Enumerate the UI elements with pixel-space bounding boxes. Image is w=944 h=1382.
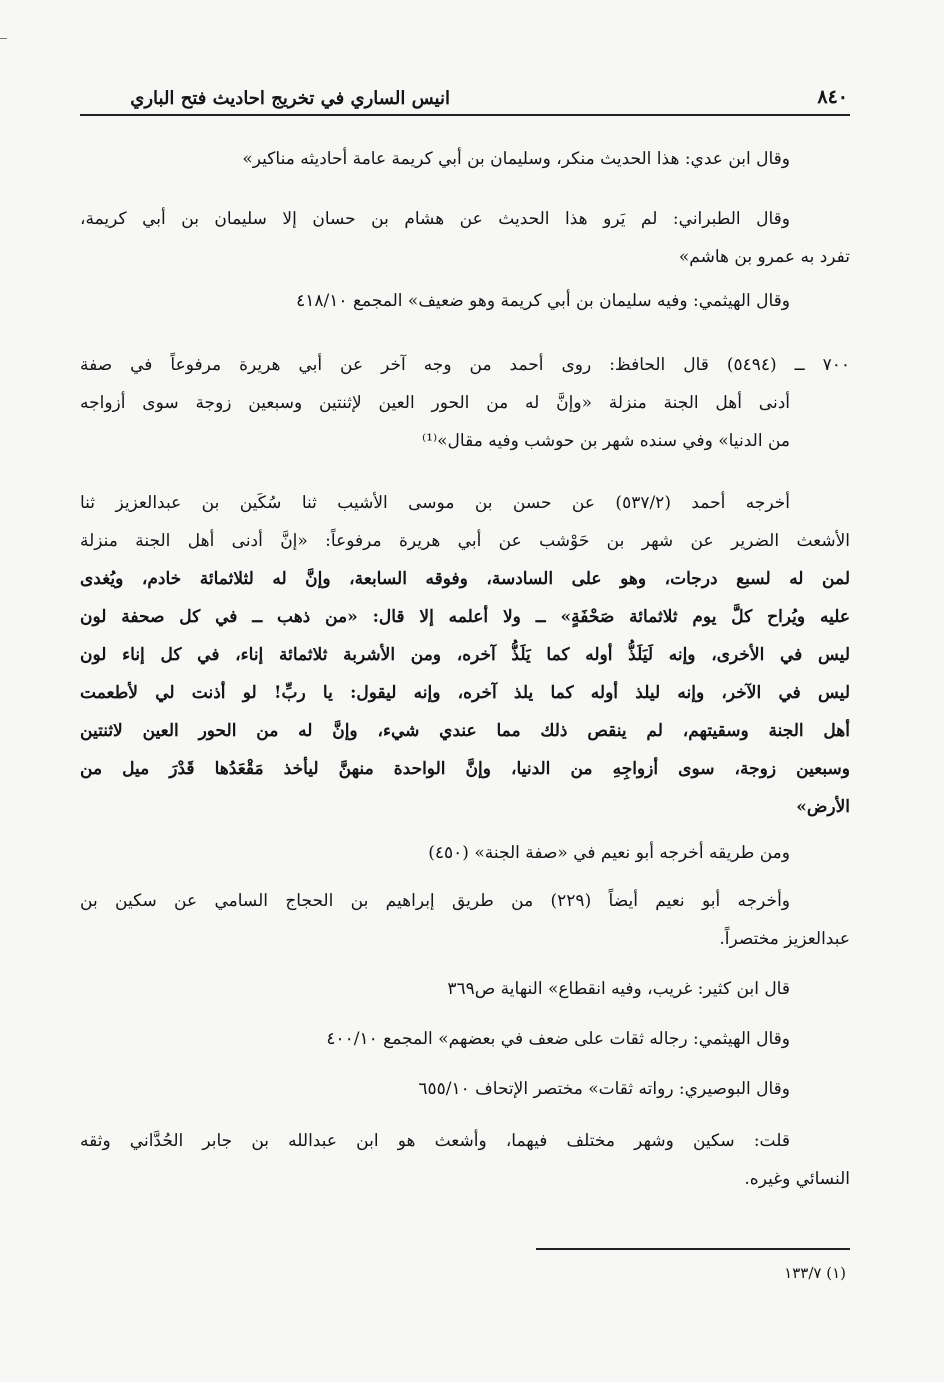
text-line: قلت: سكين وشهر مختلف فيهما، وأشعث هو ابن عبدالله بن جابر الحُدَّاني وثقه <box>80 1131 790 1151</box>
text-line: ومن طريقه أخرجه أبو نعيم في «صفة الجنة» (٤٥٠) <box>428 843 790 863</box>
text-line: الأشعث الضرير عن شهر بن حَوْشب عن أبي هريرة مرفوعاً: «إنَّ أدنى أهل الجنة منزلة <box>80 531 850 551</box>
text-line: عليه ويُراح كلَّ يوم ثلاثمائة صَحْفَةٍ» ــ ولا أعلمه إلا قال: «من ذهب ــ في كل صحفة لون <box>80 607 850 627</box>
text-line: قال ابن كثير: غريب، وفيه انقطاع» النهاية ص٣٦٩ <box>447 979 790 999</box>
header-rule <box>80 114 850 116</box>
text-line: الأرض» <box>796 797 850 817</box>
text-line: من الدنيا» وفي سنده شهر بن حوشب وفيه مقال»⁽¹⁾ <box>421 431 790 451</box>
text-line: ٧٠٠ ــ (٥٤٩٤) قال الحافظ: روى أحمد من وجه آخر عن أبي هريرة مرفوعاً في صفة <box>80 355 850 375</box>
text-line: لمن له لسبع درجات، وهو على السادسة، وفوقه السابعة، وإنَّ له لثلاثمائة خادم، ويُغدى <box>80 569 850 589</box>
text-line: أخرجه أحمد (٥٣٧/٢) عن حسن بن موسى الأشيب ثنا سُكَين بن عبدالعزيز ثنا <box>80 493 790 513</box>
text-line: وقال الهيثمي: رجاله ثقات على ضعف في بعضهم» المجمع ٤٠٠/١٠ <box>326 1029 790 1049</box>
text-line: وقال الهيثمي: وفيه سليمان بن أبي كريمة وهو ضعيف» المجمع ٤١٨/١٠ <box>296 291 790 311</box>
text-line: أدنى أهل الجنة منزلة «وإنَّ له من الحور العين لإثنتين وسبعين زوجة سوى أزواجه <box>80 393 790 413</box>
text-line: تفرد به عمرو بن هاشم» <box>678 247 850 267</box>
text-line: وسبعين زوجة، سوى أزواجِهِ من الدنيا، وإنَّ الواحدة منهنَّ ليأخذ مَقْعَدُها قَدْرَ ميل من <box>80 759 850 779</box>
footnote: (١) ١٣٣/٧ <box>784 1264 846 1282</box>
footnote-rule <box>536 1248 850 1250</box>
text-line: ليس في الآخر، وإنه ليلذ أوله كما يلذ آخره، وإنه ليقول: يا ربِّ! لو أذنت لي لأطعمت <box>80 683 850 703</box>
text-line: وقال ابن عدي: هذا الحديث منكر، وسليمان بن أبي كريمة عامة أحاديثه مناكير» <box>242 149 790 169</box>
text-line: النسائي وغيره. <box>744 1169 850 1189</box>
running-title: انيس الساري في تخريج احاديث فتح الباري <box>130 88 450 109</box>
text-line: وأخرجه أبو نعيم أيضاً (٢٢٩) من طريق إبراهيم بن الحجاج السامي عن سكين بن <box>80 891 790 911</box>
page-header <box>80 84 850 116</box>
text-line: عبدالعزيز مختصراً. <box>719 929 850 949</box>
text-line: أهل الجنة وسقيتهم، لم ينقص ذلك مما عندي شيء، وإنَّ له من الحور العين لاثنتين <box>80 721 850 741</box>
page-edge-mark <box>0 38 7 39</box>
text-line: وقال البوصيري: رواته ثقات» مختصر الإتحاف ٦٥٥/١٠ <box>418 1079 790 1099</box>
page-number: ٨٤٠ <box>817 86 848 108</box>
text-line: ليس في الأخرى، وإنه لَيَلَذُّ أوله كما يَلَذُّ آخره، ومن الأشربة ثلاثمائة إناء، في كل إناء لون <box>80 645 850 665</box>
text-line: وقال الطبراني: لم يَرو هذا الحديث عن هشام بن حسان إلا سليمان بن أبي كريمة، <box>80 209 790 229</box>
